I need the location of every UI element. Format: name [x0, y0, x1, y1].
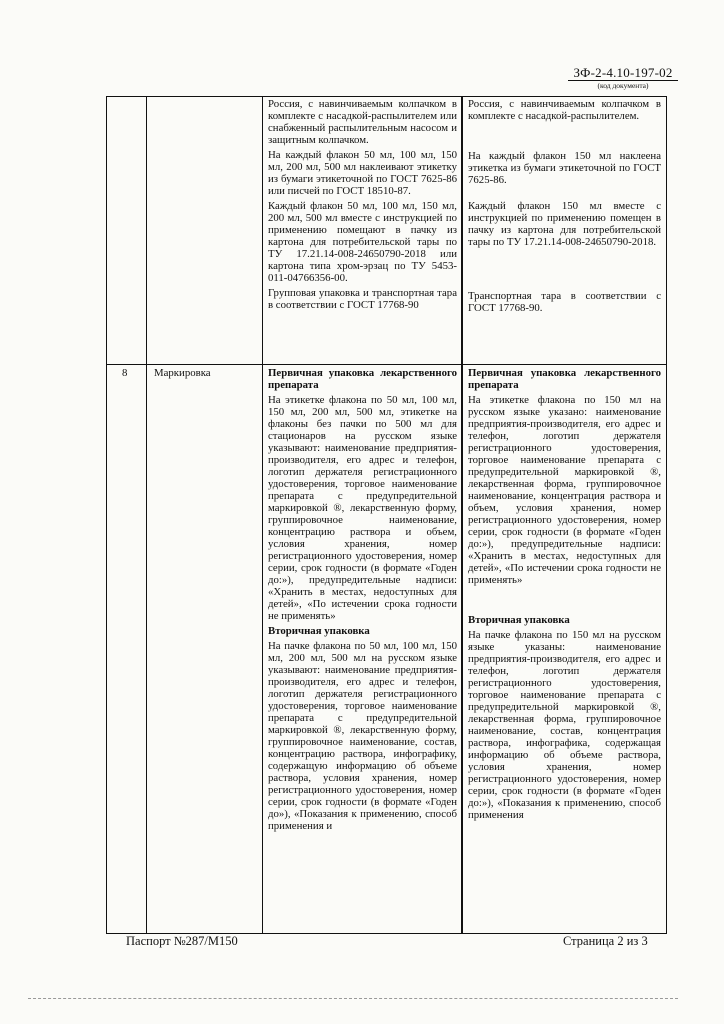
- row-divider: [106, 364, 667, 365]
- secondary-pack-text: На пачке флакона по 150 мл на русском языке указаны: наименование предприятия-производителя, его адрес и телефон, логотип держателя регистрационного удостоверения, торговое наименование препарата с предупредительной маркировкой ®, лекарственная форма, группировочное наименование, состав, концентрация раствора, инфографика, содержащая информацию об объеме раствора, условия хранения, номер регистрационного удостоверения, номер серии, срок годности (в формате «Годен до:»), «Показания к применению, способ применения: [468, 629, 661, 821]
- table-border-left: [106, 96, 107, 934]
- row-continued-left: [268, 98, 457, 311]
- secondary-pack-text: На пачке флакона по 50 мл, 100 мл, 150 мл, 200 мл, 500 мл на русском языке указывают: наименование предприятия-производителя, его адрес и телефон, логотип держателя регистрационного удостоверения, торговое наименование препарата с предупредительной маркировкой ®, лекарственную форму, группировочное наименование, состав, концентрацию раствора, инфографику, содержащую информацию об объеме раствора, условия хранения, номер регистрационного удостоверения, номер серии, срок годности (в формате «Годен до»), «Показания к применению, способ применения и: [268, 640, 457, 832]
- text-paragraph: Групповая упаковка и транспортная тара в соответствии с ГОСТ 17768-90: [268, 287, 457, 311]
- text-paragraph: Каждый флакон 50 мл, 100 мл, 150 мл, 200 мл, 500 мл вместе с инструкцией по применению помещают в пачку из картона для потребительской тары по ТУ 17.21.14-008-24650790-2018 или картона типа хром-эрзац по ТУ 5453-011-04766356-00.: [268, 200, 457, 284]
- secondary-pack-title: Вторичная упаковка: [268, 625, 370, 637]
- passport-number: Паспорт №287/М150: [126, 934, 238, 948]
- primary-pack-title: Первичная упаковка лекарственного препарата: [468, 367, 661, 391]
- primary-pack-text: На этикетке флакона по 50 мл, 100 мл, 150 мл, 200 мл, 500 мл, этикетке на флаконы без пачки по 500 мл для стационаров на русском языке указывают: наименование предприятия-производителя, его адрес и телефон, логотип держателя регистрационного удостоверения, торговое наименование препарата с предупредительной маркировкой ®, лекарственную форму, группировочное наименование, концентрацию раствора и объем, условия хранения, номер регистрационного удостоверения, номер серии, срок годности (в формате «Годен до:»), предупредительные надписи: «Хранить в местах, недоступных для детей», «По истечении срока годности не применять»: [268, 394, 457, 622]
- scan-edge-line: [28, 998, 678, 999]
- row8-left-cell: [268, 367, 457, 832]
- text-paragraph: Россия, с навинчиваемым колпачком в комплекте с насадкой-распылителем или снабженный распылительным насосом и защитным колпачком.: [268, 98, 457, 146]
- page-number: Страница 2 из 3: [563, 934, 648, 948]
- primary-pack-text: На этикетке флакона по 150 мл на русском языке указано: наименование предприятия-производителя, его адрес и телефон, логотип держателя регистрационного удостоверения, торговое наименование препарата с предупредительной маркировкой ®, лекарственная форма, группировочное наименование, концентрация раствора и объем, условия хранения, номер регистрационного удостоверения, номер серии, срок годности (в формате «Годен до:»), предупредительные надписи: «Хранить в местах, недоступных для детей», «По истечении срока годности не применять»: [468, 394, 661, 586]
- table-border-top: [106, 96, 667, 97]
- secondary-pack-title: Вторичная упаковка: [468, 614, 570, 626]
- text-paragraph: Каждый флакон 150 мл вместе с инструкцией по применению помещен в пачку из картона для потребительской тары по ТУ 17.21.14-008-24650790-2018.: [468, 200, 661, 248]
- text-paragraph: На каждый флакон 150 мл наклеена этикетка из бумаги этикеточной по ГОСТ 7625-86.: [468, 150, 661, 186]
- primary-pack-title: Первичная упаковка лекарственного препарата: [268, 367, 457, 391]
- table-border-right: [666, 96, 667, 934]
- document-code-value: ЗФ-2-4.10-197-02: [573, 65, 673, 80]
- text-paragraph: На каждый флакон 50 мл, 100 мл, 150 мл, 200 мл, 500 мл наклеивают этикетку из бумаги этикеточной по ГОСТ 7625-86 или писчей по ГОСТ 18510-87.: [268, 149, 457, 197]
- row-number: 8: [122, 367, 128, 379]
- specification-table: [106, 96, 667, 934]
- row-name: Маркировка: [154, 367, 211, 379]
- column-divider: [461, 96, 463, 934]
- text-paragraph: Транспортная тара в соответствии с ГОСТ 17768-90.: [468, 290, 661, 314]
- column-divider: [146, 96, 147, 934]
- document-code-caption: (код документа): [568, 80, 678, 90]
- column-divider: [262, 96, 263, 934]
- text-paragraph: Россия, с навинчиваемым колпачком в комплекте с насадкой-распылителем.: [468, 98, 661, 122]
- row-continued-right: [468, 98, 661, 314]
- document-code: [568, 66, 678, 90]
- row8-right-cell: [468, 367, 661, 821]
